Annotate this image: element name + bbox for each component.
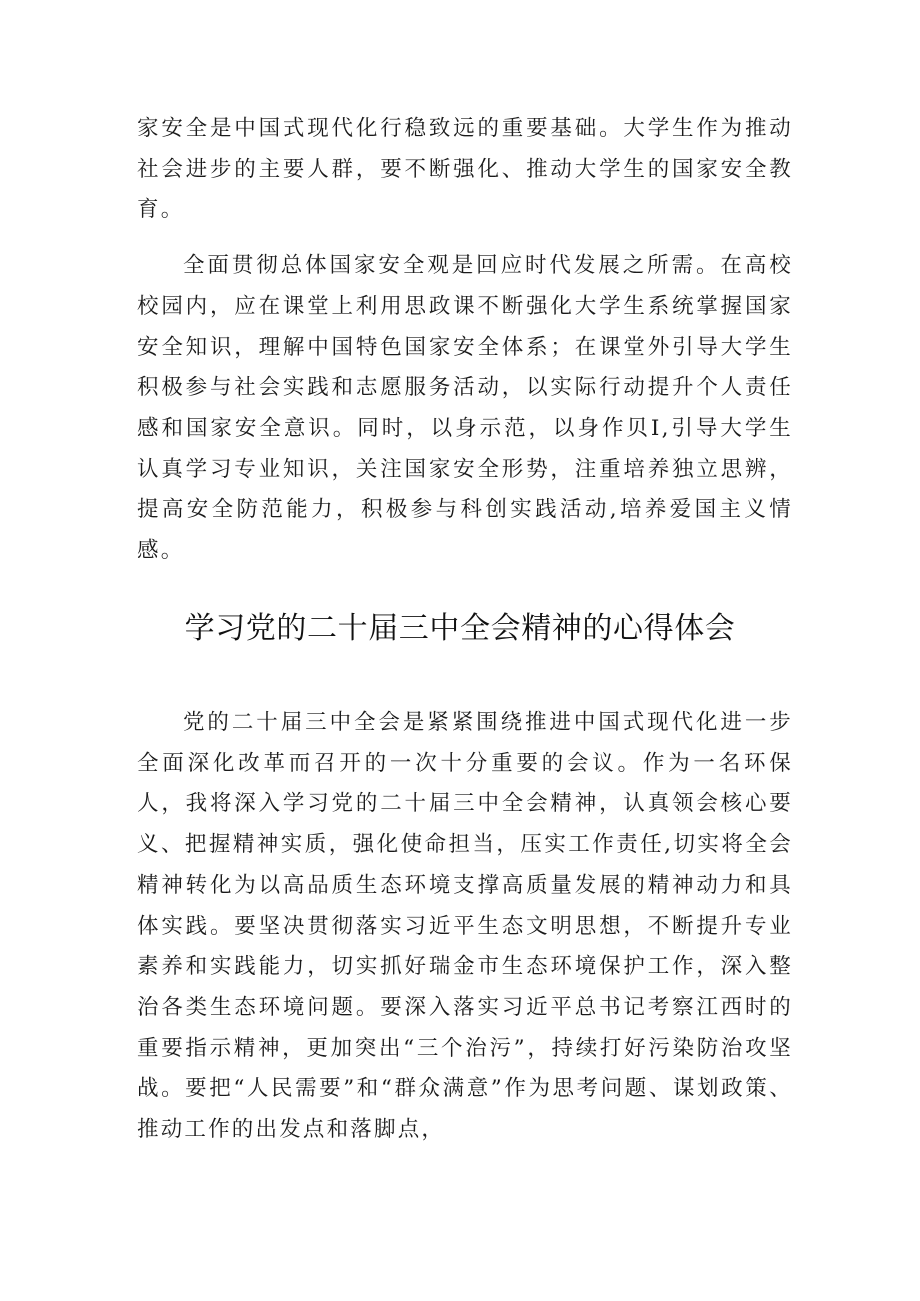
article-body	[137, 703, 793, 1151]
paragraph-campus-security: 全面贯彻总体国家安全观是回应时代发展之所需。在高校校园内，应在课堂上利用思政课不断强化大学生系统掌握国家安全知识，理解中国特色国家安全体系；在课堂外引导大学生积极参与社会实践和志愿服务活动，以实际行动提升个人责任感和国家安全意识。同时，以身示范，以身作贝I,引导大学生认真学习专业知识，关注国家安全形势，注重培养独立思辨，提高安全防范能力，积极参与科创实践活动,培养爱国主义情感。	[137, 253, 793, 564]
article-title: 学习党的二十届三中全会精神的心得体会	[184, 611, 736, 646]
previous-article-tail	[137, 109, 793, 572]
paragraph-continued: 家安全是中国式现代化行稳致远的重要基础。大学生作为推动社会进步的主要人群，要不断强化、推动大学生的国家安全教育。	[137, 116, 793, 223]
paragraph-plenum-reflection: 党的二十届三中全会是紧紧围绕推进中国式现代化进一步全面深化改革而召开的一次十分重要的会议。作为一名环保人，我将深入学习党的二十届三中全会精神，认真领会核心要义、把握精神实质，强化使命担当，压实工作责任,切实将全会精神转化为以高品质生态环境支撑高质量发展的精神动力和具体实践。要坚决贯彻落实习近平生态文明思想，不断提升专业素养和实践能力，切实抓好瑞金市生态环境保护工作，深入整治各类生态环境问题。要深入落实习近平总书记考察江西时的重要指示精神，更加突出“三个治污”，持续打好污染防治攻坚战。要把“人民需要”和“群众满意”作为思考问题、谋划政策、推动工作的出发点和落脚点，	[137, 710, 793, 1143]
